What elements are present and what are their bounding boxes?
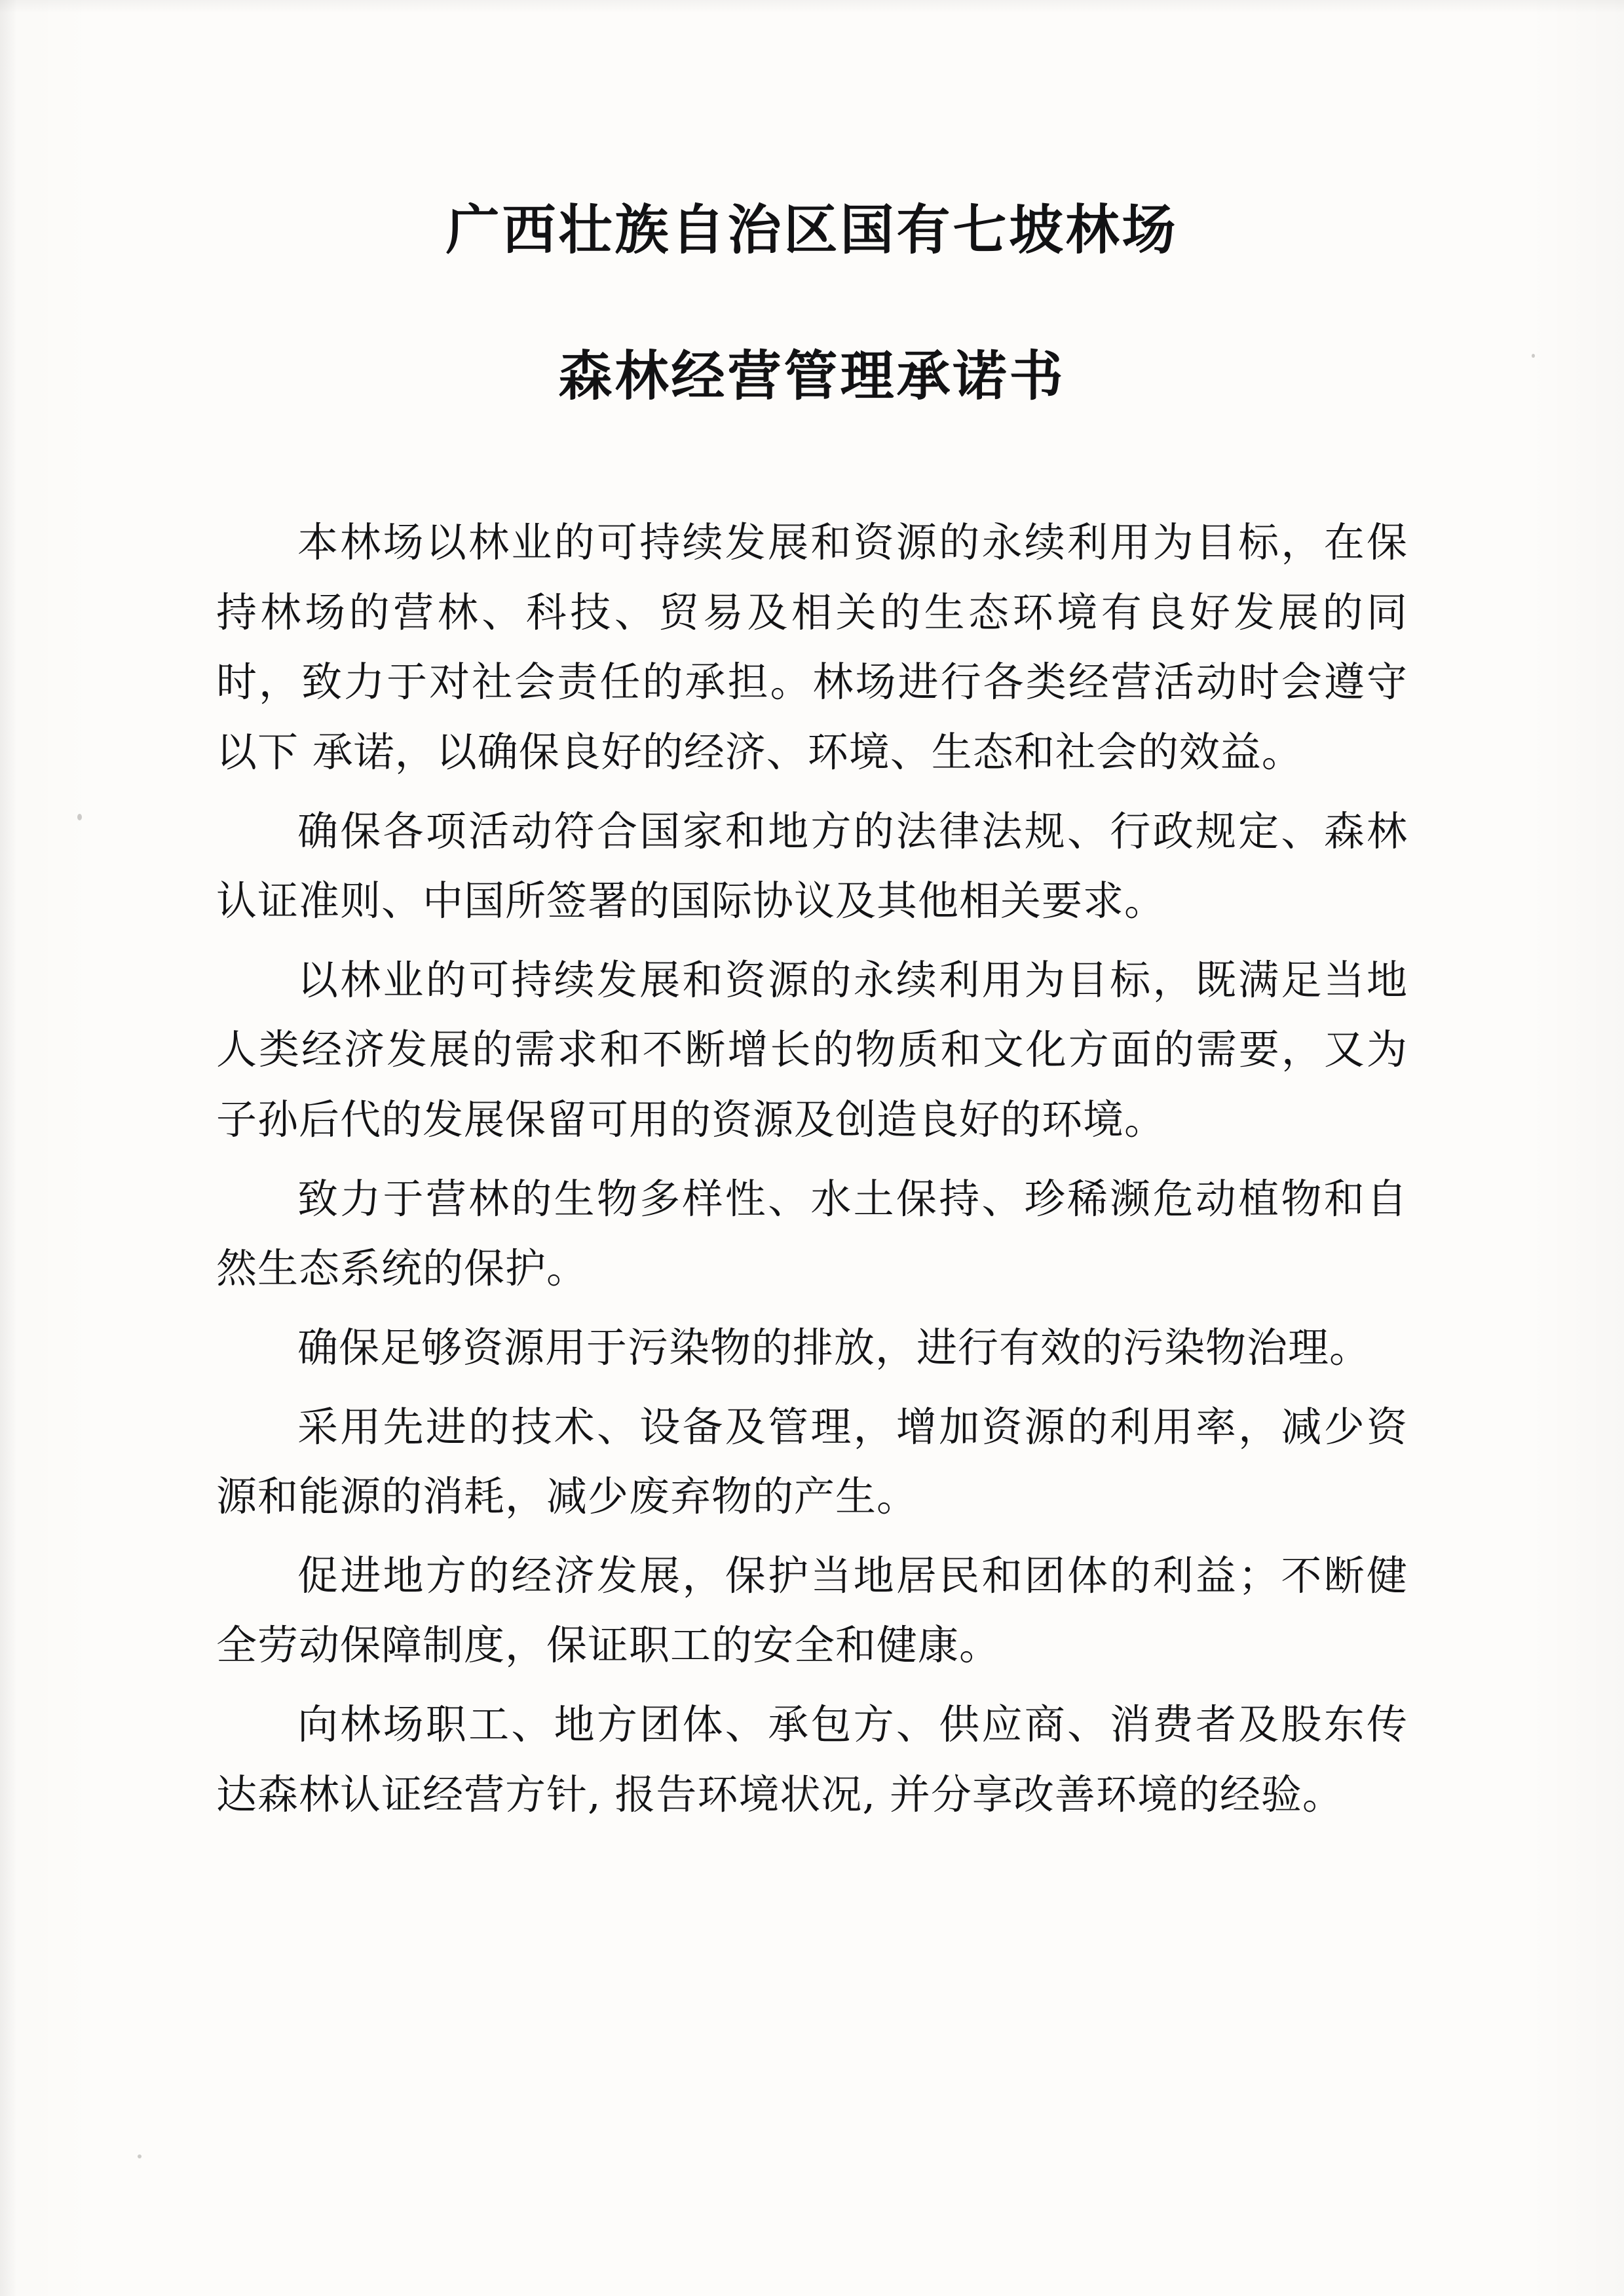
paragraph: 致力于营林的生物多样性、水土保持、珍稀濒危动植物和自然生态系统的保护。 [216,1174,1408,1293]
paragraph: 向林场职工、地方团体、承包方、供应商、消费者及股东传达森林认证经营方针, 报告环境状况, 并分享改善环境的经验。 [216,1700,1408,1818]
page-title-line-1: 广西壮族自治区国有七坡林场 [445,199,1179,261]
paragraph: 确保各项活动符合国家和地方的法律法规、行政规定、森林认证准则、中国所签署的国际协议及其他相关要求。 [216,807,1408,925]
paragraph: 促进地方的经济发展，保护当地居民和团体的利益；不断健全劳动保障制度，保证职工的安全和健康。 [216,1551,1408,1670]
paragraph: 本林场以林业的可持续发展和资源的永续利用为目标，在保 持林场的营林、科技、贸易及相关的生态环境有良好发展的同时，致力于对社会责任的承担。林场进行各类经营活动时会遵守以下 承诺，以确保良好的经济、环境、生态和社会的效益。 [216,518,1408,776]
paragraph: 确保足够资源用于污染物的排放，进行有效的污染物治理。 [297,1323,1371,1371]
document-body [216,508,1408,1829]
paragraph: 以林业的可持续发展和资源的永续利用为目标，既满足当地 人类经济发展的需求和不断增长的物质和文化方面的需要，又为子孙后代的发展保留可用的资源及创造良好的环境。 [216,955,1408,1143]
page-title-line-2: 森林经营管理承诺书 [558,344,1066,408]
paragraph: 采用先进的技术、设备及管理，增加资源的利用率，减少资源和能源的消耗，减少废弃物的产生。 [216,1402,1408,1521]
